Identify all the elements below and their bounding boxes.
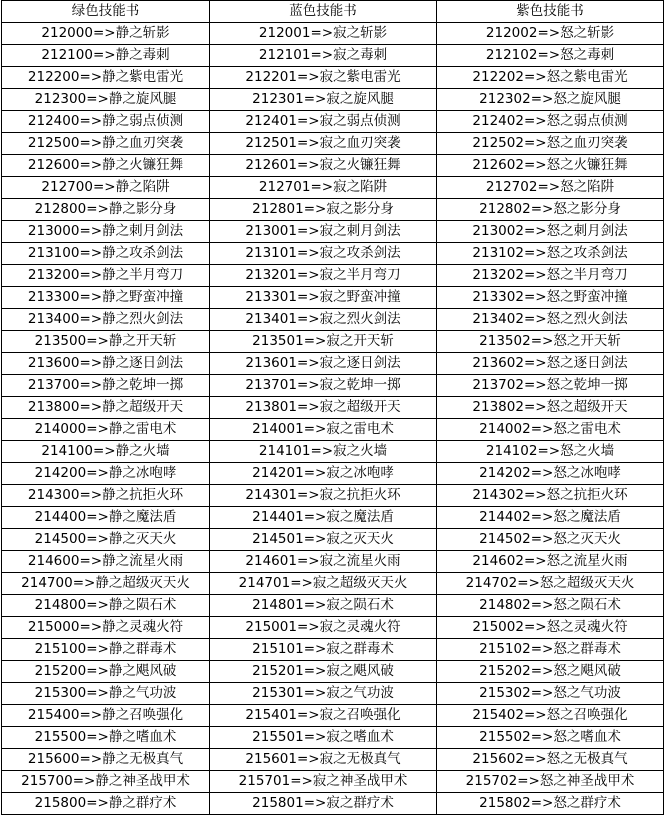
table-row [2, 485, 664, 507]
cell-purple-skill: 215402=>怒之召唤强化 [437, 705, 664, 727]
table-row [2, 749, 664, 771]
table-row [2, 463, 664, 485]
cell-blue-skill: 214601=>寂之流星火雨 [210, 551, 437, 573]
table-row [2, 221, 664, 243]
cell-green-skill: 212500=>静之血刃突袭 [2, 133, 210, 155]
cell-blue-skill: 214201=>寂之冰咆哮 [210, 463, 437, 485]
cell-green-skill: 215200=>静之飓风破 [2, 661, 210, 683]
cell-purple-skill: 213102=>怒之攻杀剑法 [437, 243, 664, 265]
table-row [2, 111, 664, 133]
table-row [2, 529, 664, 551]
table-row [2, 375, 664, 397]
cell-green-skill: 214800=>静之陨石术 [2, 595, 210, 617]
cell-purple-skill: 213502=>怒之开天斩 [437, 331, 664, 353]
cell-green-skill: 212700=>静之陷阱 [2, 177, 210, 199]
cell-purple-skill: 215502=>怒之嗜血术 [437, 727, 664, 749]
cell-green-skill: 214700=>静之超级灭天火 [2, 573, 210, 595]
cell-blue-skill: 214001=>寂之雷电术 [210, 419, 437, 441]
cell-purple-skill: 212802=>怒之影分身 [437, 199, 664, 221]
cell-green-skill: 215500=>静之嗜血术 [2, 727, 210, 749]
cell-purple-skill: 213302=>怒之野蛮冲撞 [437, 287, 664, 309]
cell-green-skill: 215300=>静之气功波 [2, 683, 210, 705]
cell-green-skill: 215700=>静之神圣战甲术 [2, 771, 210, 793]
cell-blue-skill: 215701=>寂之神圣战甲术 [210, 771, 437, 793]
cell-purple-skill: 213702=>怒之乾坤一掷 [437, 375, 664, 397]
table-row [2, 639, 664, 661]
cell-green-skill: 215400=>静之召唤强化 [2, 705, 210, 727]
cell-green-skill: 213400=>静之烈火剑法 [2, 309, 210, 331]
cell-green-skill: 213000=>静之刺月剑法 [2, 221, 210, 243]
table-row [2, 705, 664, 727]
cell-blue-skill: 215301=>寂之气功波 [210, 683, 437, 705]
cell-blue-skill: 212601=>寂之火镰狂舞 [210, 155, 437, 177]
cell-purple-skill: 214302=>怒之抗拒火环 [437, 485, 664, 507]
table-row [2, 661, 664, 683]
cell-blue-skill: 214501=>寂之灭天火 [210, 529, 437, 551]
cell-green-skill: 212800=>静之影分身 [2, 199, 210, 221]
cell-blue-skill: 212001=>寂之斩影 [210, 23, 437, 45]
header-blue-skill-book: 蓝色技能书 [210, 1, 437, 23]
table-row [2, 89, 664, 111]
header-purple-skill-book: 紫色技能书 [437, 1, 664, 23]
cell-green-skill: 214100=>静之火墙 [2, 441, 210, 463]
cell-blue-skill: 215801=>寂之群疗术 [210, 793, 437, 815]
cell-purple-skill: 213802=>怒之超级开天 [437, 397, 664, 419]
cell-blue-skill: 213401=>寂之烈火剑法 [210, 309, 437, 331]
cell-blue-skill: 214401=>寂之魔法盾 [210, 507, 437, 529]
table-row [2, 287, 664, 309]
table-row [2, 419, 664, 441]
cell-purple-skill: 213202=>怒之半月弯刀 [437, 265, 664, 287]
cell-green-skill: 212600=>静之火镰狂舞 [2, 155, 210, 177]
table-row [2, 155, 664, 177]
table-row [2, 617, 664, 639]
cell-blue-skill: 214801=>寂之陨石术 [210, 595, 437, 617]
cell-green-skill: 213600=>静之逐日剑法 [2, 353, 210, 375]
cell-green-skill: 214000=>静之雷电术 [2, 419, 210, 441]
cell-blue-skill: 212801=>寂之影分身 [210, 199, 437, 221]
header-row [2, 1, 664, 23]
cell-blue-skill: 213701=>寂之乾坤一掷 [210, 375, 437, 397]
cell-blue-skill: 213001=>寂之刺月剑法 [210, 221, 437, 243]
cell-green-skill: 214300=>静之抗拒火环 [2, 485, 210, 507]
cell-purple-skill: 214202=>怒之冰咆哮 [437, 463, 664, 485]
cell-green-skill: 214600=>静之流星火雨 [2, 551, 210, 573]
table-row [2, 353, 664, 375]
cell-green-skill: 212200=>静之紫电雷光 [2, 67, 210, 89]
table-row [2, 771, 664, 793]
table-row [2, 177, 664, 199]
table-row [2, 595, 664, 617]
cell-green-skill: 212300=>静之旋风腿 [2, 89, 210, 111]
cell-blue-skill: 212101=>寂之毒刺 [210, 45, 437, 67]
cell-purple-skill: 215002=>怒之灵魂火符 [437, 617, 664, 639]
cell-blue-skill: 214301=>寂之抗拒火环 [210, 485, 437, 507]
cell-green-skill: 213300=>静之野蛮冲撞 [2, 287, 210, 309]
table-row [2, 243, 664, 265]
cell-blue-skill: 215001=>寂之灵魂火符 [210, 617, 437, 639]
table-row [2, 23, 664, 45]
cell-green-skill: 215800=>静之群疗术 [2, 793, 210, 815]
cell-purple-skill: 213402=>怒之烈火剑法 [437, 309, 664, 331]
table-row [2, 441, 664, 463]
cell-green-skill: 215600=>静之无极真气 [2, 749, 210, 771]
cell-purple-skill: 212302=>怒之旋风腿 [437, 89, 664, 111]
table-row [2, 45, 664, 67]
cell-blue-skill: 212501=>寂之血刃突袭 [210, 133, 437, 155]
header-green-skill-book: 绿色技能书 [2, 1, 210, 23]
cell-purple-skill: 212702=>怒之陷阱 [437, 177, 664, 199]
cell-blue-skill: 214701=>寂之超级灭天火 [210, 573, 437, 595]
cell-purple-skill: 213602=>怒之逐日剑法 [437, 353, 664, 375]
cell-purple-skill: 215102=>怒之群毒术 [437, 639, 664, 661]
cell-blue-skill: 212701=>寂之陷阱 [210, 177, 437, 199]
cell-blue-skill: 215101=>寂之群毒术 [210, 639, 437, 661]
cell-purple-skill: 212402=>怒之弱点侦测 [437, 111, 664, 133]
cell-green-skill: 213700=>静之乾坤一掷 [2, 375, 210, 397]
cell-purple-skill: 214802=>怒之陨石术 [437, 595, 664, 617]
cell-blue-skill: 215401=>寂之召唤强化 [210, 705, 437, 727]
cell-green-skill: 213800=>静之超级开天 [2, 397, 210, 419]
cell-purple-skill: 214602=>怒之流星火雨 [437, 551, 664, 573]
cell-purple-skill: 212602=>怒之火镰狂舞 [437, 155, 664, 177]
cell-purple-skill: 212102=>怒之毒刺 [437, 45, 664, 67]
table-row [2, 727, 664, 749]
table-row [2, 397, 664, 419]
cell-blue-skill: 212401=>寂之弱点侦测 [210, 111, 437, 133]
cell-purple-skill: 213002=>怒之刺月剑法 [437, 221, 664, 243]
table-row [2, 683, 664, 705]
cell-green-skill: 213500=>静之开天斩 [2, 331, 210, 353]
cell-green-skill: 214400=>静之魔法盾 [2, 507, 210, 529]
cell-purple-skill: 212502=>怒之血刃突袭 [437, 133, 664, 155]
table-row [2, 573, 664, 595]
cell-blue-skill: 213101=>寂之攻杀剑法 [210, 243, 437, 265]
cell-purple-skill: 212202=>怒之紫电雷光 [437, 67, 664, 89]
cell-purple-skill: 214702=>怒之超级灭天火 [437, 573, 664, 595]
cell-green-skill: 215100=>静之群毒术 [2, 639, 210, 661]
table-row [2, 199, 664, 221]
cell-blue-skill: 215201=>寂之飓风破 [210, 661, 437, 683]
cell-green-skill: 212000=>静之斩影 [2, 23, 210, 45]
cell-blue-skill: 213601=>寂之逐日剑法 [210, 353, 437, 375]
table-row [2, 793, 664, 815]
cell-green-skill: 214500=>静之灭天火 [2, 529, 210, 551]
cell-blue-skill: 213201=>寂之半月弯刀 [210, 265, 437, 287]
table-row [2, 551, 664, 573]
cell-blue-skill: 215501=>寂之嗜血术 [210, 727, 437, 749]
table-row [2, 133, 664, 155]
table-row [2, 309, 664, 331]
cell-blue-skill: 213501=>寂之开天斩 [210, 331, 437, 353]
table-row [2, 331, 664, 353]
cell-blue-skill: 213801=>寂之超级开天 [210, 397, 437, 419]
cell-green-skill: 212400=>静之弱点侦测 [2, 111, 210, 133]
cell-green-skill: 213100=>静之攻杀剑法 [2, 243, 210, 265]
cell-purple-skill: 214002=>怒之雷电术 [437, 419, 664, 441]
cell-purple-skill: 215702=>怒之神圣战甲术 [437, 771, 664, 793]
cell-purple-skill: 215302=>怒之气功波 [437, 683, 664, 705]
cell-purple-skill: 212002=>怒之斩影 [437, 23, 664, 45]
cell-purple-skill: 215802=>怒之群疗术 [437, 793, 664, 815]
cell-blue-skill: 212301=>寂之旋风腿 [210, 89, 437, 111]
cell-purple-skill: 215202=>怒之飓风破 [437, 661, 664, 683]
cell-purple-skill: 215602=>怒之无极真气 [437, 749, 664, 771]
cell-blue-skill: 215601=>寂之无极真气 [210, 749, 437, 771]
skill-book-table [1, 0, 664, 815]
cell-blue-skill: 214101=>寂之火墙 [210, 441, 437, 463]
cell-green-skill: 213200=>静之半月弯刀 [2, 265, 210, 287]
cell-green-skill: 215000=>静之灵魂火符 [2, 617, 210, 639]
cell-green-skill: 212100=>静之毒刺 [2, 45, 210, 67]
cell-purple-skill: 214502=>怒之灭天火 [437, 529, 664, 551]
table-body [2, 23, 664, 815]
table-row [2, 67, 664, 89]
cell-purple-skill: 214402=>怒之魔法盾 [437, 507, 664, 529]
cell-green-skill: 214200=>静之冰咆哮 [2, 463, 210, 485]
table-row [2, 507, 664, 529]
cell-blue-skill: 213301=>寂之野蛮冲撞 [210, 287, 437, 309]
cell-purple-skill: 214102=>怒之火墙 [437, 441, 664, 463]
cell-blue-skill: 212201=>寂之紫电雷光 [210, 67, 437, 89]
table-row [2, 265, 664, 287]
